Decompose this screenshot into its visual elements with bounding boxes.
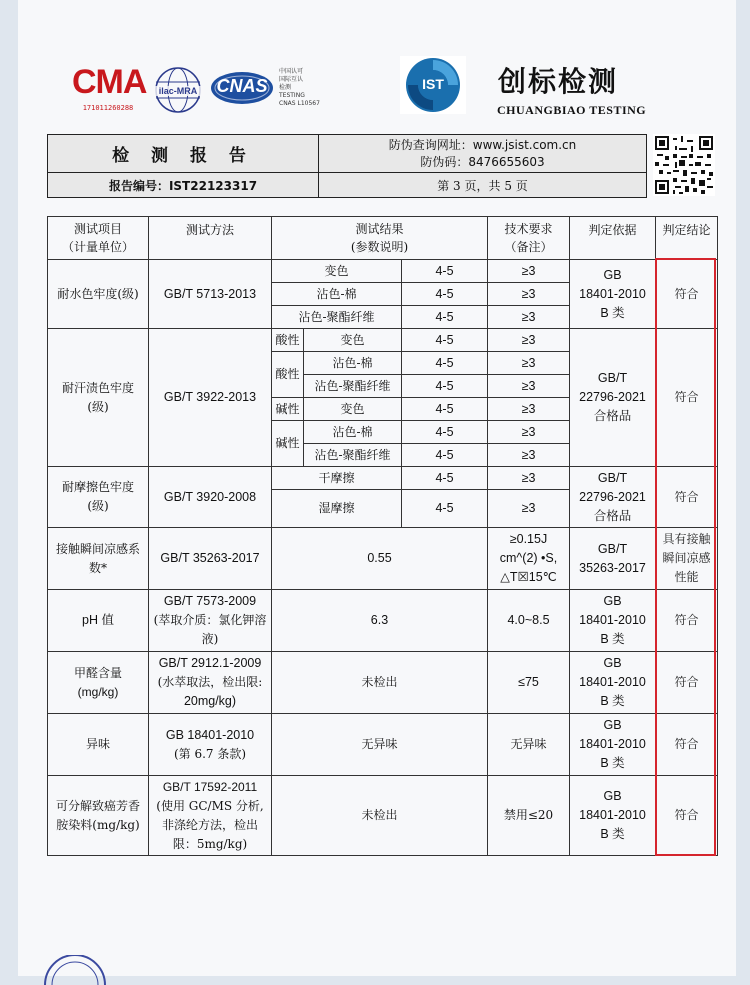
header-text: (参数说明): [350, 240, 409, 254]
basis-line: GB: [603, 656, 622, 670]
item-line: (级): [87, 499, 109, 513]
param-cell: 沾色-棉: [304, 352, 402, 375]
value-cell: 4-5: [402, 260, 488, 283]
method-cell: [149, 590, 272, 652]
req-cell: ≥3: [488, 283, 570, 306]
req-cell: [488, 528, 570, 590]
basis-cell: [570, 652, 656, 714]
req-cell: ≥3: [488, 375, 570, 398]
basis-cell: [570, 590, 656, 652]
table-row: [48, 590, 718, 652]
header-item: [48, 217, 149, 260]
method-cell: GB/T 5713-2013: [149, 260, 272, 329]
basis-line: 合格品: [593, 409, 632, 423]
param-cell: 变色: [272, 260, 402, 283]
value-cell: 4-5: [402, 444, 488, 467]
basis-line: B 类: [600, 305, 625, 320]
item-line: 可分解致癌芳香: [55, 798, 140, 813]
conclusion-line: 性能: [674, 570, 699, 584]
item-line: 数*: [88, 560, 107, 575]
result-cell: 未检出: [272, 776, 488, 856]
basis-line: 18401-2010: [579, 613, 646, 627]
brand-name-cn: 创标检测: [498, 65, 619, 98]
value-cell: 4-5: [402, 398, 488, 421]
anti-fake-code: 防伪码：8476655603: [420, 154, 545, 169]
result-cell: 未检出: [272, 652, 488, 714]
conclusion-cell: 符合: [656, 467, 718, 528]
ilac-mra-logo: [152, 66, 204, 114]
req-cell: 4.0~8.5: [488, 590, 570, 652]
result-cell: 6.3: [272, 590, 488, 652]
basis-cell: [570, 260, 656, 329]
basis-line: B 类: [600, 756, 625, 770]
header-text: （备注）: [504, 240, 553, 254]
req-cell: ≥3: [488, 306, 570, 329]
method-cell: GB/T 3922-2013: [149, 329, 272, 467]
report-header-table: [47, 134, 647, 198]
cnas-note-line: 中国认可: [279, 68, 304, 75]
conclusion-cell: 符合: [656, 776, 718, 856]
req-cell: ≥3: [488, 352, 570, 375]
param-cell: 沾色-聚酯纤维: [272, 306, 402, 329]
page-info: 第 3 页，共 5 页: [319, 173, 647, 198]
req-cell: ≥3: [488, 444, 570, 467]
basis-line: 18401-2010: [579, 675, 646, 689]
method-line: 20mg/kg): [183, 694, 237, 708]
header-text: 测试项目: [73, 222, 122, 236]
method-cell: GB/T 3920-2008: [149, 467, 272, 528]
cnas-note: [279, 68, 320, 108]
param-cell: 沾色-棉: [304, 421, 402, 444]
method-cell: [149, 714, 272, 776]
verify-info: [319, 135, 647, 173]
cnas-note-line: 国际互认: [279, 76, 304, 83]
conclusion-cell: 符合: [656, 260, 718, 329]
req-cell: ≥3: [488, 260, 570, 283]
req-cell: ≤75: [488, 652, 570, 714]
item-cell: 耐水色牢度(级): [48, 260, 149, 329]
param-cell: 湿摩擦: [272, 490, 402, 528]
method-line: GB/T 7573-2009: [163, 594, 257, 608]
header-text: 技术要求: [504, 222, 553, 236]
report-title: 检 测 报 告: [48, 135, 319, 173]
cma-logo: [72, 62, 147, 114]
test-results-table: [47, 216, 718, 856]
brand-name-en: CHUANGBIAO TESTING: [497, 103, 647, 117]
item-cell: [48, 467, 149, 528]
table-row: [48, 776, 718, 856]
basis-line: 18401-2010: [579, 737, 646, 751]
basis-line: 22796-2021: [579, 489, 646, 504]
basis-line: 22796-2021: [579, 390, 646, 404]
report-number: 报告编号：IST22123317: [48, 173, 319, 198]
method-line: (第 6.7 条款): [173, 746, 247, 761]
item-line: 甲醛含量: [73, 665, 122, 680]
cnas-logo: [210, 70, 274, 106]
method-line: GB/T 2912.1-2009: [158, 656, 262, 670]
basis-line: GB: [603, 718, 622, 732]
basis-cell: [570, 528, 656, 590]
req-line: △T☒15℃: [500, 570, 557, 584]
basis-line: GB: [603, 267, 622, 282]
table-row: [48, 260, 718, 283]
value-cell: 4-5: [402, 283, 488, 306]
item-cell: [48, 776, 149, 856]
basis-cell: [570, 467, 656, 528]
basis-line: 18401-2010: [579, 808, 646, 822]
table-row: [48, 652, 718, 714]
method-line: (萃取介质：氯化钾溶: [153, 613, 267, 627]
req-cell: ≥3: [488, 490, 570, 528]
req-cell: 无异味: [488, 714, 570, 776]
param-cell: 干摩擦: [272, 467, 402, 490]
basis-line: GB/T: [597, 541, 628, 556]
conclusion-cell: 符合: [656, 590, 718, 652]
req-cell: ≥3: [488, 329, 570, 352]
req-cell: ≥3: [488, 467, 570, 490]
conclusion-cell: 符合: [656, 329, 718, 467]
header-method: 测试方法: [149, 217, 272, 260]
item-cell: pH 值: [48, 590, 149, 652]
ph-label-cell: 酸性: [272, 352, 304, 398]
table-row: [48, 329, 718, 352]
req-cell: ≥3: [488, 398, 570, 421]
method-cell: [149, 652, 272, 714]
ph-label-cell: 碱性: [272, 421, 304, 467]
item-line: 耐汗渍色牢度: [61, 380, 134, 395]
cnas-note-line: CNAS L10567: [279, 100, 320, 107]
header-text: （计量单位）: [61, 240, 134, 254]
table-row: [48, 528, 718, 590]
item-line: 接触瞬间凉感系: [55, 541, 140, 556]
ph-label-cell: 酸性: [272, 329, 304, 352]
method-cell: GB/T 35263-2017: [149, 528, 272, 590]
method-line: 非涤纶方法，检出: [161, 817, 258, 832]
param-cell: 变色: [304, 398, 402, 421]
header-conclusion: 判定结论: [656, 217, 718, 260]
basis-line: B 类: [600, 827, 625, 841]
basis-cell: [570, 329, 656, 467]
value-cell: 4-5: [402, 329, 488, 352]
value-cell: 4-5: [402, 421, 488, 444]
method-line: GB/T 17592-2011: [162, 779, 258, 794]
cnas-note-line: TESTING: [279, 92, 305, 99]
verify-url: 防伪查询网址：www.jsist.com.cn: [388, 137, 577, 152]
method-line: 液): [201, 632, 219, 646]
param-cell: 变色: [304, 329, 402, 352]
basis-line: B 类: [600, 694, 625, 708]
method-cell: [149, 776, 272, 856]
item-line: 耐摩擦色牢度: [61, 480, 134, 494]
basis-line: GB/T: [597, 371, 628, 385]
ph-label-cell: 碱性: [272, 398, 304, 421]
basis-cell: [570, 776, 656, 856]
conclusion-cell: 符合: [656, 652, 718, 714]
item-cell: [48, 528, 149, 590]
req-line: cm^(2) •S,: [499, 551, 558, 565]
cnas-note-line: 检测: [279, 84, 292, 91]
ist-logo: [400, 56, 466, 114]
header-result: [272, 217, 488, 260]
ist-mark: IST: [422, 76, 444, 92]
value-cell: 4-5: [402, 352, 488, 375]
result-cell: 0.55: [272, 528, 488, 590]
param-cell: 沾色-聚酯纤维: [304, 375, 402, 398]
cnas-mark: CNAS: [216, 76, 268, 96]
item-cell: [48, 652, 149, 714]
basis-cell: [570, 714, 656, 776]
conclusion-cell: [656, 528, 718, 590]
table-row: [48, 714, 718, 776]
conclusion-cell: 符合: [656, 714, 718, 776]
cma-number: 171011260288: [82, 104, 134, 112]
basis-line: B 类: [600, 632, 625, 646]
req-line: ≥0.15J: [509, 532, 548, 546]
basis-line: GB: [603, 594, 622, 608]
qr-code: [653, 134, 715, 196]
basis-line: 35263-2017: [579, 560, 646, 575]
param-cell: 沾色-棉: [272, 283, 402, 306]
value-cell: 4-5: [402, 306, 488, 329]
table-header-row: [48, 217, 718, 260]
header-requirement: [488, 217, 570, 260]
cma-mark: CMA: [72, 63, 147, 101]
method-line: (使用 GC/MS 分析,: [156, 798, 264, 813]
table-row: [48, 467, 718, 490]
basis-line: GB: [603, 789, 622, 803]
req-cell: 禁用≤20: [488, 776, 570, 856]
ilac-label: ilac-MRA: [152, 86, 204, 96]
basis-line: 合格品: [593, 508, 632, 523]
value-cell: 4-5: [402, 375, 488, 398]
basis-line: 18401-2010: [579, 286, 646, 301]
req-cell: ≥3: [488, 421, 570, 444]
item-cell: [48, 329, 149, 467]
result-cell: 无异味: [272, 714, 488, 776]
qr-code-icon: [653, 134, 715, 196]
header-text: 测试结果: [355, 222, 404, 236]
item-line: (级): [87, 399, 109, 414]
header-basis: 判定依据: [570, 217, 656, 260]
item-line: (mg/kg): [77, 684, 119, 699]
item-cell: 异味: [48, 714, 149, 776]
param-cell: 沾色-聚酯纤维: [304, 444, 402, 467]
value-cell: 4-5: [402, 490, 488, 528]
method-line: (水萃取法，检出限:: [157, 675, 263, 689]
method-line: 限：5mg/kg): [172, 836, 248, 851]
item-line: 胺染料(mg/kg): [56, 817, 140, 832]
conclusion-line: 具有接触: [662, 532, 711, 546]
method-line: GB 18401-2010: [165, 727, 255, 742]
basis-line: GB/T: [597, 470, 628, 485]
seal-edge-icon: [40, 955, 110, 985]
value-cell: 4-5: [402, 467, 488, 490]
conclusion-line: 瞬间凉感: [662, 551, 711, 565]
